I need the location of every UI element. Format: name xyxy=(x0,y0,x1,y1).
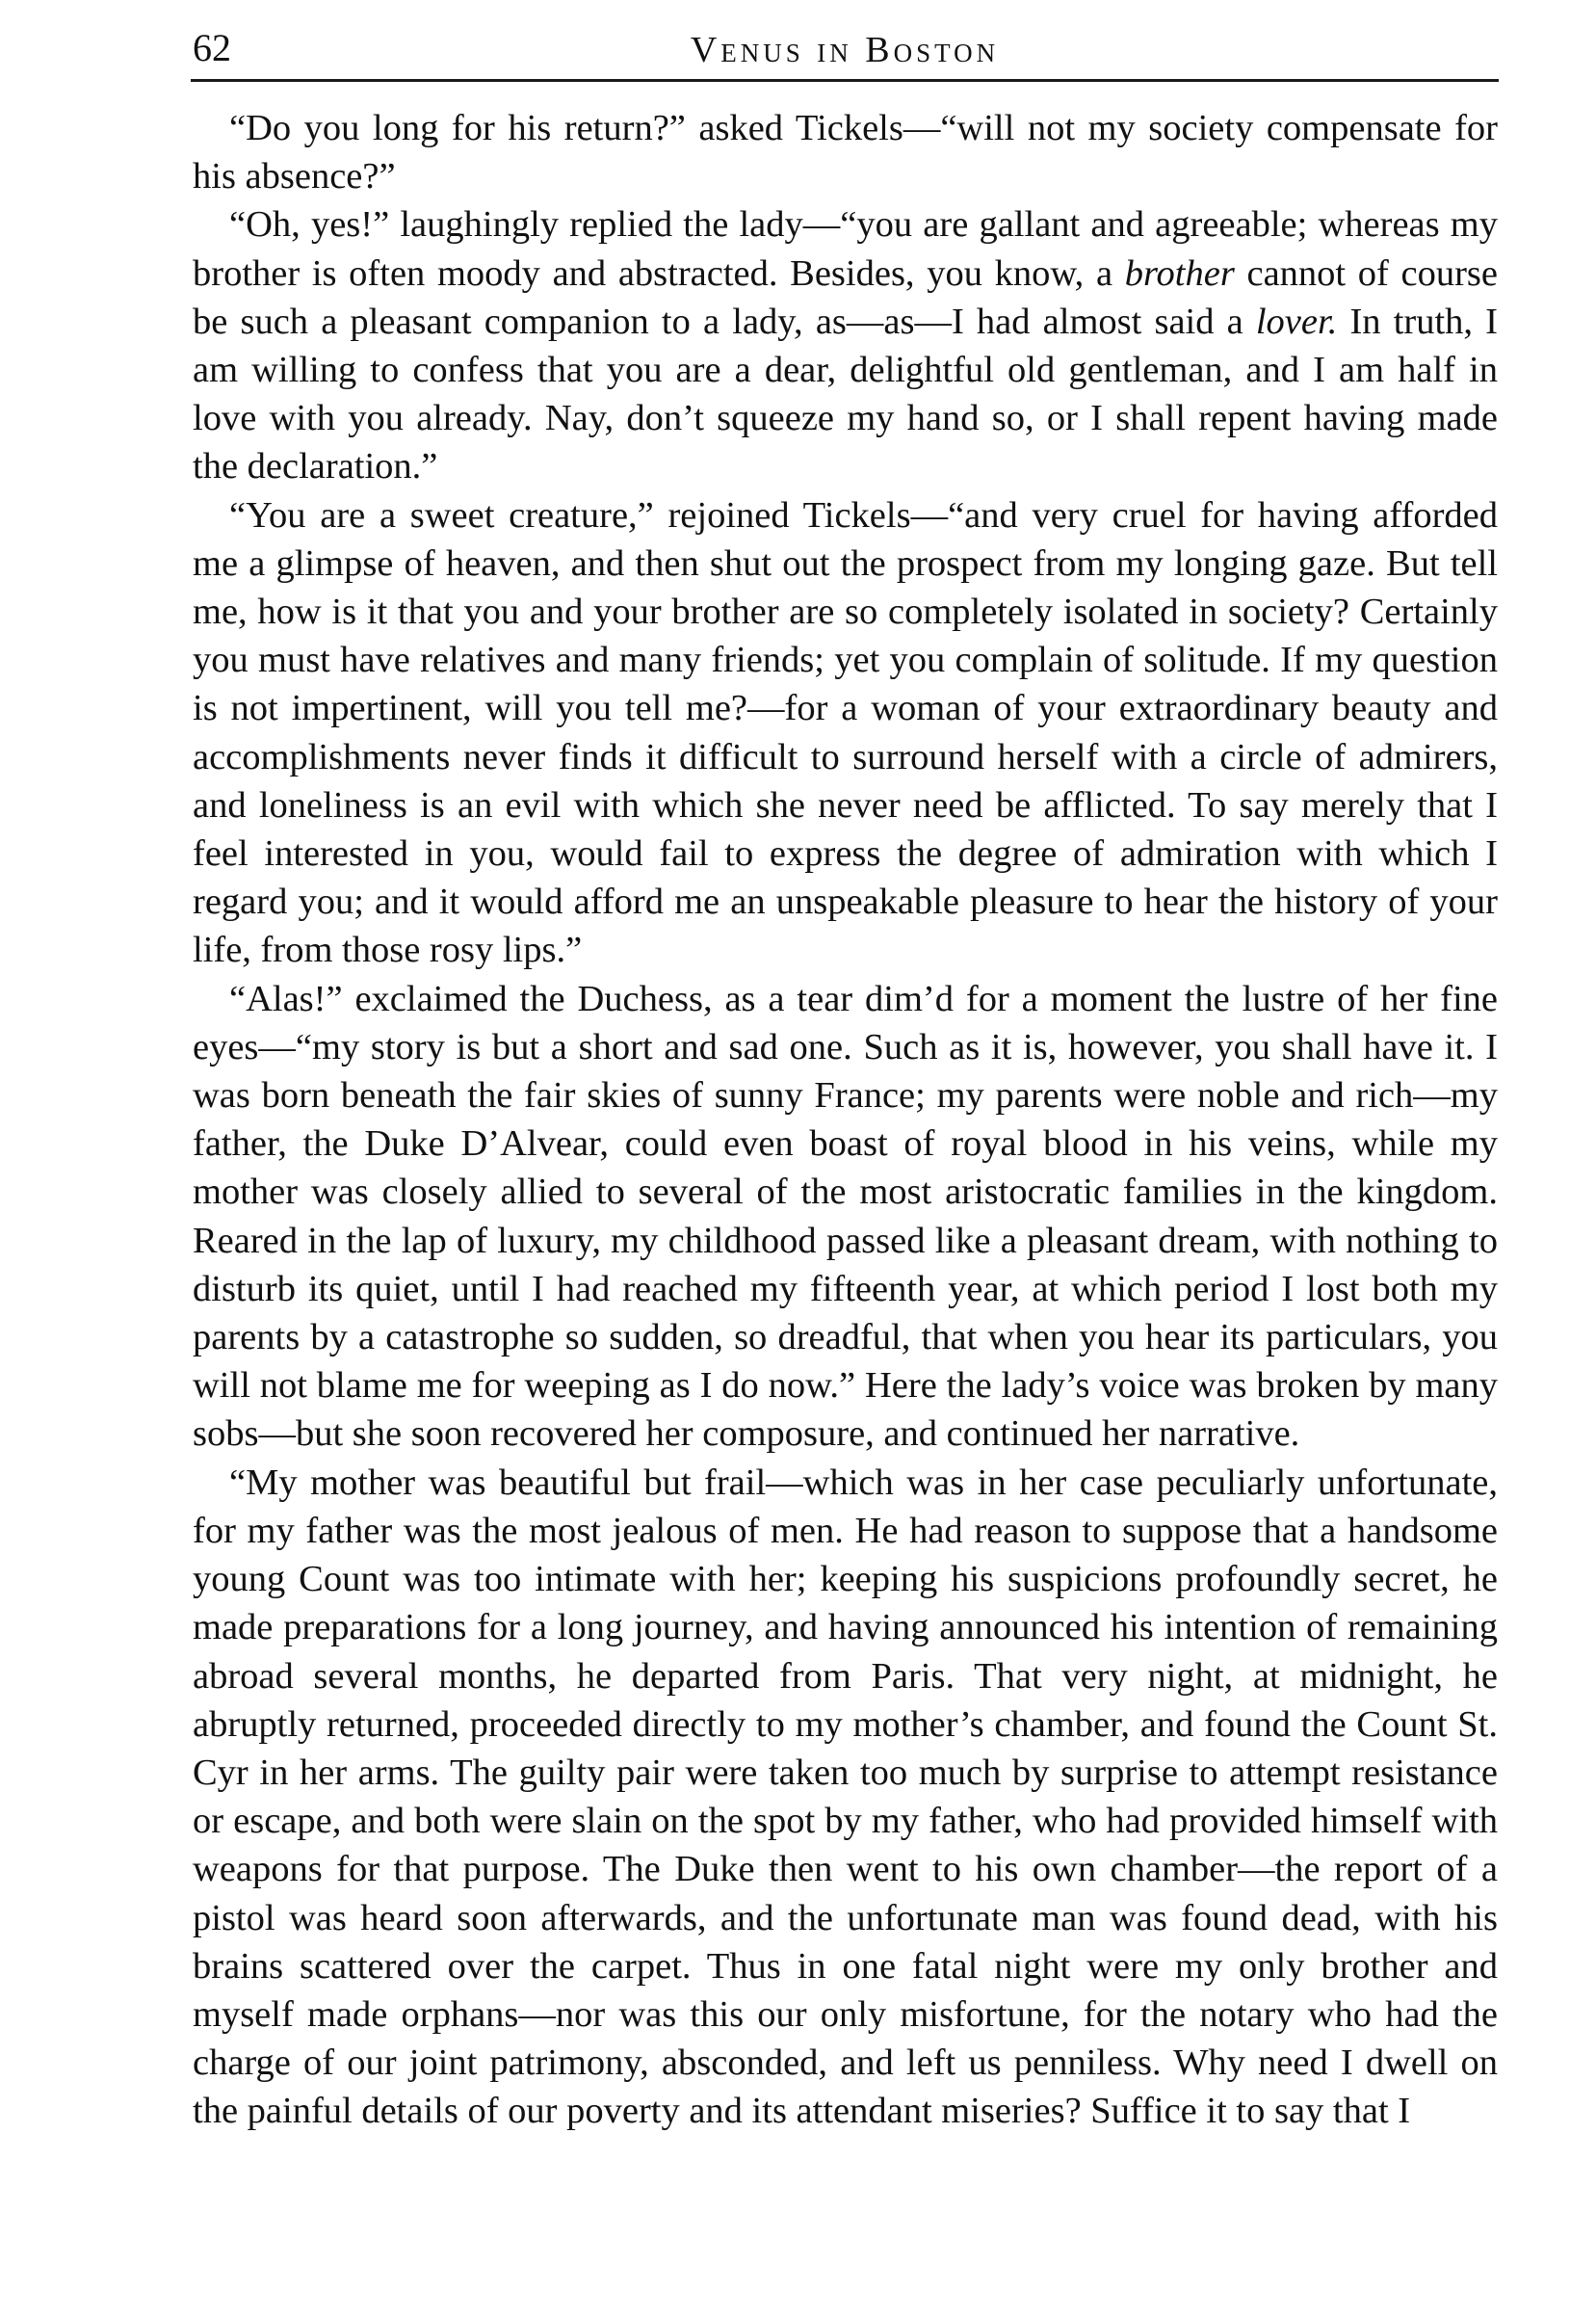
running-head: Venus in Boston xyxy=(690,30,1000,70)
text-run: “You are a sweet creature,” rejoined Tickels—“and very cruel for having afforded me a glimpse of heaven, and then shut out the prospect from my longing gaze. But tell me, how is it that you and your brother are so completely isolated in society? Certainly you must have relatives and many friends; yet you complain of solitude. If my question is not impertinent, will you tell me?—for a woman of your extraordinary beauty and accomplishments never finds it difficult to surround herself with a circle of admirers, and loneliness is an evil with which she never need be afflicted. To say merely that I feel interested in you, would fail to express the degree of admiration with which I regard you; and it would afford me an unspeakable pleasure to hear the history of your life, from those rosy lips.” xyxy=(193,494,1498,971)
paragraph xyxy=(193,1459,1498,2136)
text-run: “Oh, yes!” laughingly replied the lady—“you are gallant and agreeable; whereas my brother is often moody and abstracted. Besides, you know, a xyxy=(193,204,1498,294)
body-text xyxy=(193,104,1498,2136)
paragraph xyxy=(193,200,1498,490)
text-run: cannot of course be such a pleasant companion to a lady, as—as—I had almost said a xyxy=(193,252,1498,342)
text-run: “My mother was beautiful but frail—which was in her case peculiarly unfortunate, for my father was the most jealous of men. He had reason to suppose that a handsome young Count was too intimate with her; keeping his suspicions profoundly secret, he made preparations for a long journey, and having announced his intention of remaining abroad several months, he departed from Paris. That very night, at midnight, he abruptly returned, proceeded directly to my mother’s chamber, and found the Count St. Cyr in her arms. The guilty pair were taken too much by surprise to attempt resistance or escape, and both were slain on the spot by my father, who had provided himself with weapons for that purpose. The Duke then went to his own chamber—the report of a pistol was heard soon afterwards, and the unfortunate man was found dead, with his brains scattered over the carpet. Thus in one fatal night were my only brother and myself made orphans—nor was this our only misfortune, for the notary who had the charge of our joint patrimony, absconded, and left us penniless. Why need I dwell on the painful details of our poverty and its attendant miseries? Suffice it to say that I xyxy=(193,1462,1498,2132)
paragraph xyxy=(193,491,1498,975)
text-run: In truth, I am willing to confess that you are a dear, delightful old gentleman, and I am half in love with you already. Nay, don’t squeeze my hand so, or I shall repent having made the declaration.” xyxy=(193,301,1498,487)
text-run: “Alas!” exclaimed the Duchess, as a tear dim’d for a moment the lustre of her fine eyes—“my story is but a short and sad one. Such as it is, however, you shall have it. I was born beneath the fair skies of sunny France; my parents were noble and rich—my father, the Duke D’Alvear, could even boast of royal blood in his veins, while my mother was closely allied to several of the most aristocratic families in the kingdom. Reared in the lap of luxury, my childhood passed like a pleasant dream, with nothing to disturb its quiet, until I had reached my fifteenth year, at which period I lost both my parents by a catastrophe so sudden, so dreadful, that when you hear its particulars, you will not blame me for weeping as I do now.” Here the lady’s voice was broken by many sobs—but she soon recovered her composure, and continued her narrative. xyxy=(193,978,1498,1455)
italic-text-run: lover. xyxy=(1255,301,1338,342)
page-number: 62 xyxy=(193,26,231,69)
paragraph xyxy=(193,975,1498,1459)
italic-text-run: brother xyxy=(1124,252,1235,294)
page-header xyxy=(191,23,1499,82)
paragraph xyxy=(193,104,1498,200)
text-run: “Do you long for his return?” asked Tickels—“will not my society compensate for his absence?” xyxy=(193,108,1498,198)
